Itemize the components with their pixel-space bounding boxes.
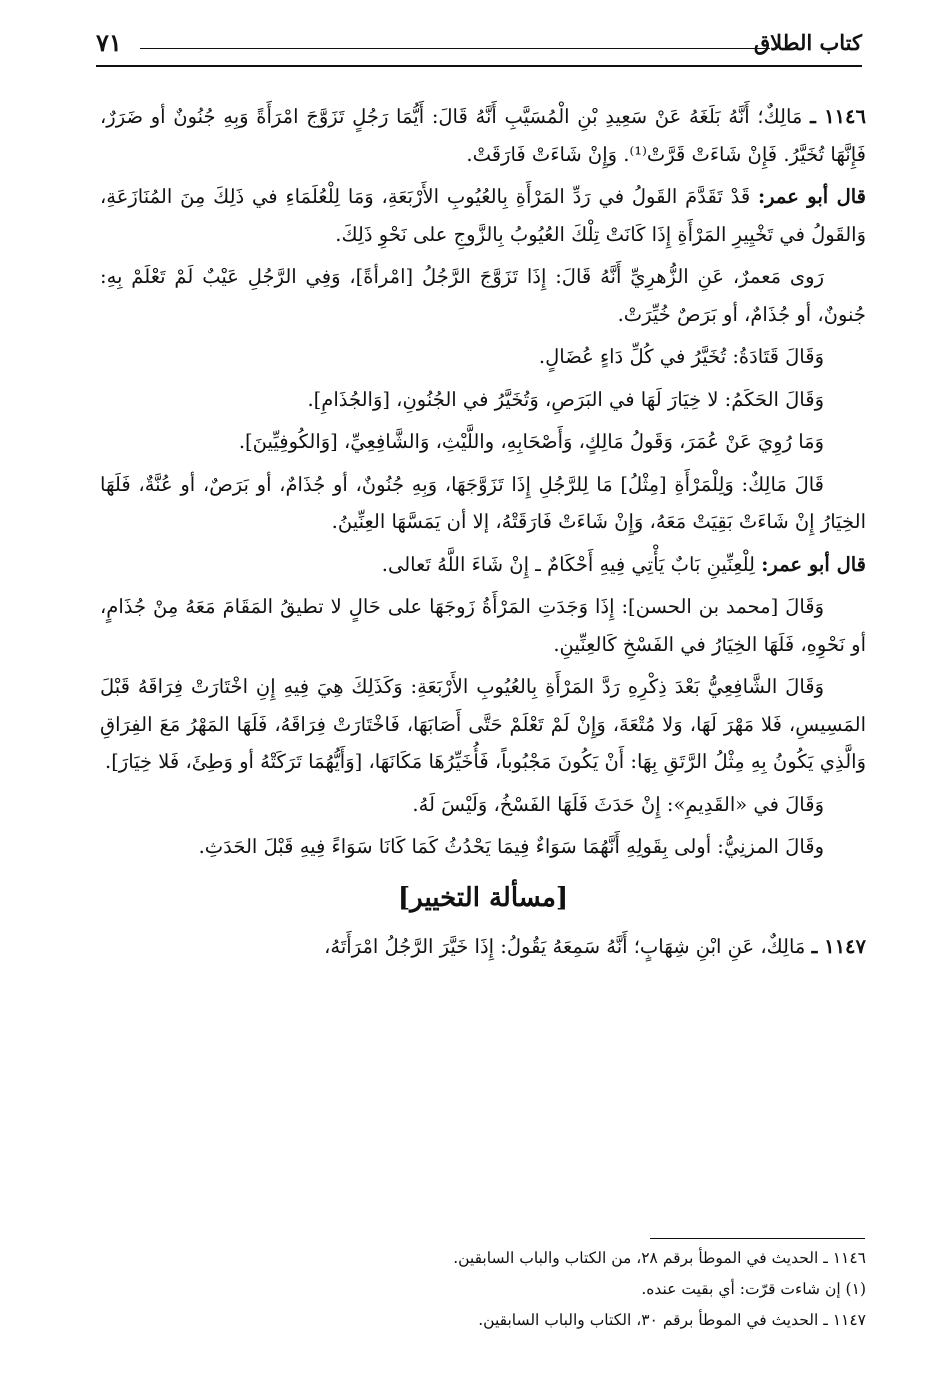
- paragraph-commentary-2: [100, 546, 866, 584]
- paragraph-malik: قَالَ مَالِكٌ: وَلِلْمَرْأَةِ [مِثْلُ] مَا لِلرَّجُلِ إِذَا تَزَوَّجَهَا، وَبِهِ جُنُونٌ، أو جُذَامٌ، أو بَرَصٌ، أو عُنَّةٌ، فَلَهَا الخِيَارُ إِنْ شَاءَتْ بَقِيَتْ مَعَهُ، وَإِنْ شَاءَتْ فَارَقَتْهُ، إلا أن يَمَسَّهَا العِنِّينُ.: [100, 472, 866, 533]
- header-rule-thin: [140, 48, 770, 49]
- paragraph-hakam: وَقَالَ الحَكَمُ: لا خِيَارَ لَهَا في البَرَصِ، وَتُخَيَّرُ في الجُنُونِ، [وَالجُذَامِ].: [307, 387, 824, 411]
- paragraph-qadim: وَقَالَ في «القَدِيمِ»: إِنْ حَدَثَ فَلَهَا الفَسْخُ، وَلَيْسَ لَهُ.: [412, 792, 824, 816]
- footnote-1147: ١١٤٧ ـ الحديث في الموطأ برقم ٣٠، الكتاب والباب السابقين.: [478, 1311, 866, 1329]
- hadith-number: ١١٤٧ ـ: [811, 934, 866, 958]
- speaker-label: قال أبو عمر:: [761, 552, 866, 576]
- page-number: ٧١: [96, 28, 122, 57]
- paragraph-umar: وَمَا رُوِيَ عَنْ عُمَرَ، وَقَولُ مَالِكٍ، وَأَصْحَابِهِ، واللَّيْثِ، وَالشَّافِعِيِّ، [وَالكُوفِيِّينَ].: [238, 430, 824, 453]
- paragraph-zuhri: رَوى مَعمرٌ، عَنِ الزُّهرِيِّ أَنَّهُ قَالَ: إِذَا تَزَوَّجَ الرَّجُلُ [امْرأةً]، وَفِي الرَّجُلِ عَيْبٌ لَمْ تَعْلَمْ بِهِ: جُنونٌ، أو جُذَامٌ، أو بَرَصٌ خُيِّرَتْ.: [100, 265, 866, 326]
- paragraph-text: مَالِكٌ، عَنِ ابْنِ شِهَابٍ؛ أَنَّهُ سَمِعَهُ يَقُولُ: إِذَا خَيَّرَ الرَّجُلُ امْرَأَتَهُ،: [324, 934, 812, 958]
- hadith-number: ١١٤٦ ـ: [810, 105, 866, 128]
- running-title: كتاب الطلاق: [753, 30, 862, 55]
- footnote-separator: [650, 1238, 865, 1239]
- paragraph-muzani: وقَالَ المزنِيُّ: أولى بِقَولِهِ أَنَّهُمَا سَوَاءٌ فِيمَا يَحْدُثُ كَمَا كَانَا سَوَاءً فِيهِ قَبْلَ الحَدَثِ.: [198, 835, 824, 858]
- footnote-1146: ١١٤٦ ـ الحديث في الموطأ برقم ٢٨، من الكتاب والباب السابقين.: [453, 1249, 866, 1267]
- speaker-label: قال أبو عمر:: [757, 185, 866, 208]
- page-header: [96, 28, 862, 68]
- paragraph-text: قَدْ تَقَدَّمَ القَولُ في رَدِّ المَرْأَةِ بِالعُيُوبِ الأَرْبَعَةِ، وَمَا لِلْعُلَمَاءِ في ذَلِكَ مِنَ المُنَازَعَةِ، وَالقَولُ في تَخْيِيرِ المَرْأَةِ إِذَا كَانَتْ تِلْكَ العُيُوبُ بِالزَّوجِ على نَحْوِ ذَلِكَ.: [100, 185, 866, 246]
- footnotes: [120, 1244, 866, 1337]
- paragraph-1146: [100, 98, 866, 173]
- header-rule: [96, 65, 862, 67]
- paragraph-muhammad: وَقَالَ [محمد بن الحسن]: إِذَا وَجَدَتِ المَرْأَةُ زَوجَهَا على حَالٍ لا تطيقُ المَقَامَ مَعَهُ مِنْ جُذَامٍ، أو نَحْوِهِ، فَلَهَا الخِيَارُ في الفَسْخِ كَالعِنِّينِ.: [100, 595, 866, 656]
- paragraph-1147: [100, 928, 866, 966]
- paragraph-text: مَالِكٌ؛ أَنَّهُ بَلَغَهُ عَنْ سَعِيدِ بْنِ الْمُسَيَّبِ أَنَّهُ قَالَ: أَيُّمَا رَجُلٍ تَزَوَّجَ امْرَأَةً وَبِهِ جُنُونٌ أو ضَرَرٌ، فَإِنَّهَا تُخَيَّرُ. فَإِنْ شَاءَتْ قَرَّتْ⁽¹⁾. وَإِنْ شَاءَتْ فَارَقَتْ.: [100, 105, 866, 166]
- paragraph-commentary: [100, 178, 866, 253]
- paragraph-qatada: وَقَالَ قَتَادَةُ: تُخَيَّرُ في كُلِّ دَاءٍ عُضَالٍ.: [538, 345, 824, 368]
- paragraph-shafii: وَقَالَ الشَّافِعِيُّ بَعْدَ ذِكْرِهِ رَدَّ المَرْأَةِ بِالعُيُوبِ الأَرْبَعَةِ: وَكَذَلِكَ هِيَ فِيهِ إِنِ اخْتَارَتْ فِرَاقَهُ قَبْلَ المَسِيسِ، فَلا مَهْرَ لَهَا، وَلا مُتْعَةَ، وَإِنْ لَمْ تَعْلَمْ حَتَّى أَصَابَهَا، فَاخْتَارَتْ فِرَاقَهُ، فَلَهَا المَهْرُ مَعَ الفِرَاقِ وَالَّذِي يَكُونُ بِهِ مِثْلُ الرَّتَقِ بِهَا: أَنْ يَكُونَ مَجْبُوباً، فَأُخَيِّرُهَا مَكَانَهَا، [وَأَيُّهُمَا تَرَكَتْهُ أو وَطِئَ، فَلا خِيَارَ].: [100, 675, 866, 773]
- main-text: [100, 98, 866, 970]
- section-heading: [مسألة التخيير]: [397, 882, 569, 913]
- footnote-1: (١) إن شاءت قرّت: أي بقيت عنده.: [641, 1280, 866, 1298]
- paragraph-text: لِلْعِنِّينِ بَابٌ يَأْتِي فِيهِ أَحْكَامٌ ـ إِنْ شَاءَ اللَّهُ تَعالى.: [381, 552, 762, 576]
